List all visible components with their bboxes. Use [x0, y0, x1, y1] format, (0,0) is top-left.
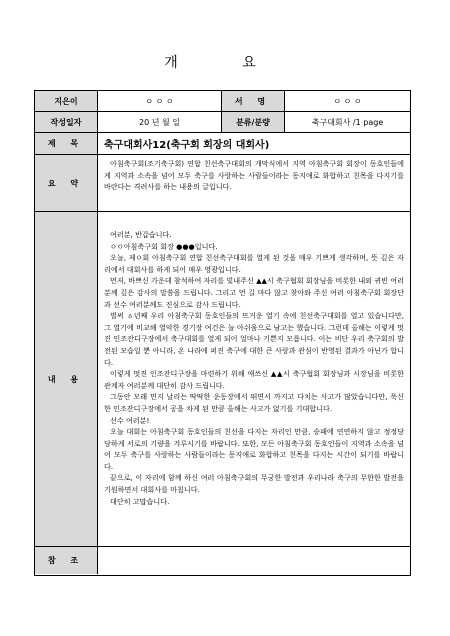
content-paragraph: 오늘 대회는 아침축구회 동호인들의 친선을 다지는 자리인 만큼, 승패에 연연하지 않고 정정당당하게 서로의 기량을 겨루시기를 바랍니다. 또한, 모든 아침축구회 동호인들이 지역과 소속을 넘어 모두 축구를 사랑하는 사람들이라는 동지애로 화합하고 친목을 다지는 시간이 되기를 바랍니다.: [104, 427, 404, 471]
author-row: [35, 91, 410, 112]
content-paragraph: 벌써 ㅿ년째 우리 아침축구회 동호인들의 뜨거운 열기 속에 친선축구대회를 열고 있습니다만, 그 열기에 비교해 열악한 경기장 여건은 늘 아쉬움으로 남고는 했습니다. 그런데 올해는 이렇게 멋진 인조잔디구장에서 축구대회를 열게 되어 얼마나 기쁜지 모릅니다. 이는 비단 우리 축구회의 발전된 모습일 뿐 아니라, 온 나라에 퍼진 축구에 대한 큰 사랑과 관심이 반영된 결과가 아닌가 합니다.: [104, 311, 404, 367]
content-paragraph: 먼저, 바쁘신 가운데 참석하여 자리를 빛내주신 ▲▲시 축구협회 회장님을 비롯한 내외 귀빈 여러분께 깊은 감사의 말씀을 드립니다. 그리고 먼 길 마다 않고 찾아와 주신 여러 아침축구회 회장단과 선수 여러분께도 진심으로 감사 드립니다.: [104, 276, 404, 309]
summary-text: 아침축구회(조기축구회) 연합 친선축구대회의 개막식에서 지역 아침축구회 회장이 동호인들에게 지역과 소속을 넘어 모두 축구를 사랑하는 사람들이라는 동지애로 화합하고 친목을 다지기를 바란다는 격려사를 하는 내용의 글입니다.: [104, 159, 404, 192]
content-paragraph: 대단히 고맙습니다.: [110, 496, 170, 506]
content-row: [35, 212, 410, 547]
reference-row: [35, 547, 410, 574]
category-label: 분류/분량: [222, 112, 285, 132]
content-paragraph: 이렇게 멋진 인조잔디구장을 마련하기 위해 애쓰신 ▲▲시 축구협회 회장님과 시장님을 비롯한 관계자 여러분께 대단히 감사 드립니다.: [104, 369, 404, 390]
category-value: 축구대회사 /1 page: [311, 117, 384, 127]
document-form: [34, 90, 411, 576]
content-paragraph: 그동안 모래 먼지 날리는 딱딱한 운동장에서 뛰면서 까지고 다치는 사고가 많았습니다만, 푹신한 인조잔디구장에서 공을 차게 된 만큼 올해는 사고가 없기를 기대합니다.: [104, 392, 404, 413]
reference-label: 참 조: [35, 547, 98, 574]
summary-label: 요 약: [35, 155, 98, 211]
reference-value: [98, 547, 410, 574]
content-paragraph: 여러분, 반갑습니다.: [110, 230, 172, 239]
date-row: [35, 112, 410, 133]
date-value: 20 년 월 일: [98, 112, 222, 132]
subject-row: [35, 133, 410, 155]
page-title: 개 요: [164, 55, 286, 71]
subject-label: 제 목: [35, 133, 98, 154]
signature-label: 서 명: [222, 91, 285, 111]
author-value: ㅇ ㅇ ㅇ: [98, 91, 222, 111]
content-paragraph: 끝으로, 이 자리에 함께 하신 여러 아침축구회의 무궁한 발전과 우리나라 축구의 무한한 발전을 기원하면서 대회사를 마칩니다.: [104, 473, 404, 495]
content-paragraph: 선수 여러분!: [110, 415, 150, 425]
summary-row: [35, 155, 410, 212]
author-label: 지은이: [35, 91, 98, 111]
content-paragraph: ㅇㅇ아침축구회 회장 ●●●입니다.: [110, 241, 218, 251]
date-label: 작성일자: [35, 112, 98, 132]
subject-value: 축구대회사12(축구회 회장의 대회사): [104, 140, 270, 151]
summary-text-box: [98, 155, 410, 211]
content-label: 내 용: [35, 212, 98, 546]
content-paragraph: 오늘, 제ㅇ회 아침축구회 연합 친선축구대회를 열게 된 것을 매우 기쁘게 생각하며, 뜻 깊은 자리에서 대회사를 하게 되어 매우 영광입니다.: [104, 253, 404, 274]
signature-value: ㅇ ㅇ ㅇ: [333, 96, 362, 106]
content-text-box: [98, 212, 410, 546]
